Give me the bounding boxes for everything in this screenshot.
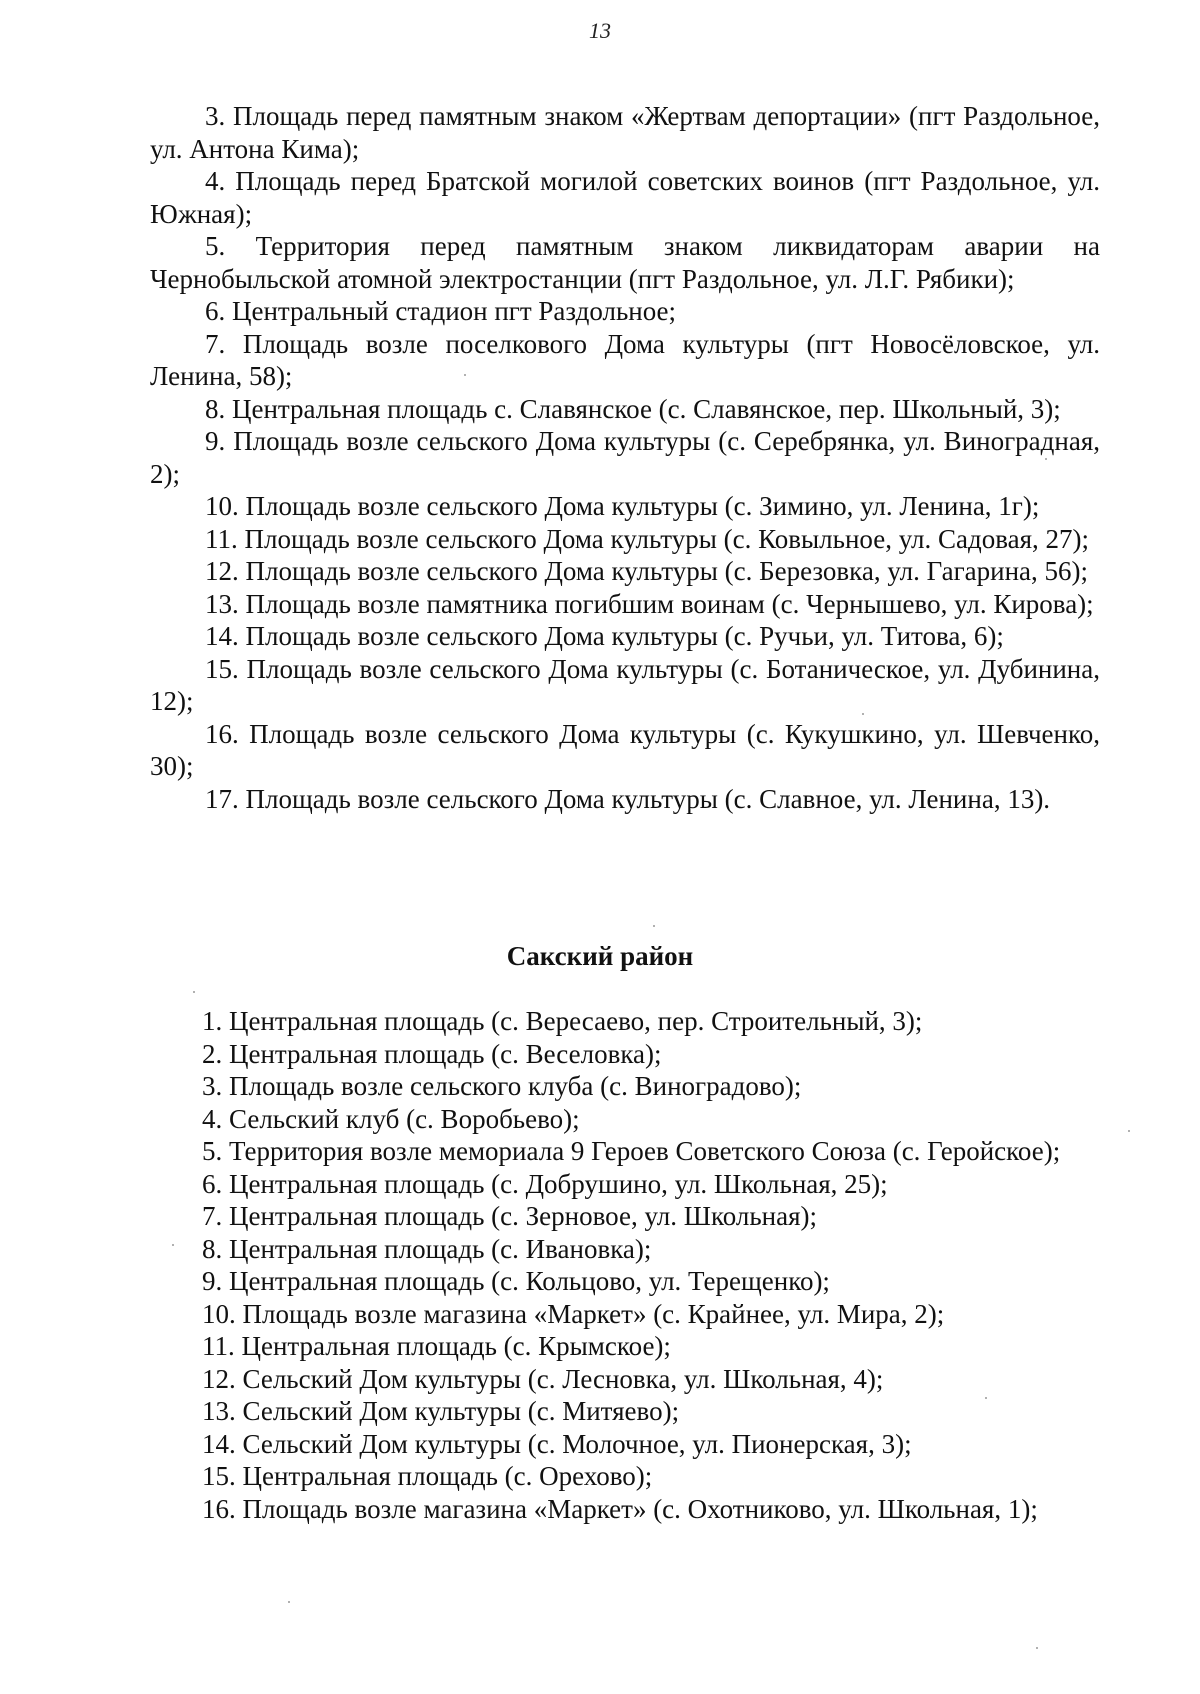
- scan-speck: [288, 1601, 290, 1603]
- scan-speck: [193, 991, 195, 993]
- list-item: 10. Площадь возле сельского Дома культуры (с. Зимино, ул. Ленина, 1г);: [205, 491, 1040, 521]
- list-item: 9. Центральная площадь (с. Кольцово, ул. Терещенко);: [202, 1266, 830, 1296]
- list-section-razdolnensky: [150, 100, 1100, 815]
- list-item: 15. Площадь возле сельского Дома культуры (с. Ботаническое, ул. Дубинина, 12);: [150, 653, 1100, 716]
- list-item: 14. Площадь возле сельского Дома культуры (с. Ручьи, ул. Титова, 6);: [205, 621, 1004, 651]
- section-heading-saksky: Сакский район: [506, 941, 694, 971]
- list-item: 3. Площадь возле сельского клуба (с. Виноградово);: [202, 1071, 802, 1101]
- scan-speck: [1128, 1130, 1130, 1132]
- list-item: 4. Площадь перед Братской могилой советских воинов (пгт Раздольное, ул. Южная);: [150, 166, 1100, 229]
- list-item: 13. Площадь возле памятника погибшим воинам (с. Чернышево, ул. Кирова);: [205, 588, 1094, 619]
- list-item: 6. Центральный стадион пгт Раздольное;: [205, 296, 677, 326]
- list-item: 9. Площадь возле сельского Дома культуры (с. Серебрянка, ул. Виноградная, 2);: [150, 426, 1100, 489]
- page-number: 13: [589, 18, 611, 43]
- list-item: 5. Территория перед памятным знаком ликвидаторам аварии на Чернобыльской атомной электростанции (пгт Раздольное, ул. Л.Г. Рябики);: [150, 231, 1100, 294]
- list-item: 14. Сельский Дом культуры (с. Молочное, ул. Пионерская, 3);: [202, 1428, 912, 1459]
- scan-speck: [985, 1397, 987, 1399]
- scan-speck: [653, 925, 655, 927]
- scan-speck: [172, 1244, 174, 1246]
- list-item: 16. Площадь возле сельского Дома культуры (с. Кукушкино, ул. Шевченко, 30);: [150, 718, 1100, 781]
- list-item: 2. Центральная площадь (с. Веселовка);: [202, 1038, 662, 1069]
- list-item: 7. Центральная площадь (с. Зерновое, ул. Школьная);: [202, 1201, 818, 1231]
- list-item: 5. Территория возле мемориала 9 Героев Советского Союза (с. Геройское);: [202, 1136, 1061, 1166]
- list-item: 6. Центральная площадь (с. Добрушино, ул. Школьная, 25);: [202, 1168, 888, 1199]
- scan-speck: [1045, 458, 1047, 460]
- list-item: 8. Центральная площадь с. Славянское (с. Славянское, пер. Школьный, 3);: [205, 393, 1061, 424]
- list-item: 4. Сельский клуб (с. Воробьево);: [202, 1103, 580, 1134]
- list-item: 8. Центральная площадь (с. Ивановка);: [202, 1233, 652, 1264]
- scan-speck: [1036, 1647, 1038, 1649]
- list-item: 7. Площадь возле поселкового Дома культуры (пгт Новосёловское, ул. Ленина, 58);: [150, 328, 1100, 391]
- list-item: 17. Площадь возле сельского Дома культуры (с. Славное, ул. Ленина, 13).: [205, 783, 1051, 814]
- list-item: 11. Центральная площадь (с. Крымское);: [202, 1331, 671, 1361]
- list-item: 11. Площадь возле сельского Дома культуры (с. Ковыльное, ул. Садовая, 27);: [205, 523, 1090, 554]
- list-item: 3. Площадь перед памятным знаком «Жертвам депортации» (пгт Раздольное, ул. Антона Кима);: [150, 101, 1100, 164]
- list-item: 15. Центральная площадь (с. Орехово);: [202, 1461, 653, 1491]
- scan-speck: [464, 374, 466, 376]
- list-section-saksky: [147, 1005, 1100, 1525]
- scan-speck: [862, 713, 864, 715]
- list-item: 16. Площадь возле магазина «Маркет» (с. Охотниково, ул. Школьная, 1);: [202, 1493, 1038, 1524]
- list-item: 13. Сельский Дом культуры (с. Митяево);: [202, 1396, 680, 1426]
- list-item: 10. Площадь возле магазина «Маркет» (с. Крайнее, ул. Мира, 2);: [202, 1298, 945, 1329]
- list-item: 12. Сельский Дом культуры (с. Лесновка, ул. Школьная, 4);: [202, 1363, 884, 1394]
- list-item: 12. Площадь возле сельского Дома культуры (с. Березовка, ул. Гагарина, 56);: [205, 556, 1088, 586]
- list-item: 1. Центральная площадь (с. Вересаево, пер. Строительный, 3);: [202, 1006, 923, 1036]
